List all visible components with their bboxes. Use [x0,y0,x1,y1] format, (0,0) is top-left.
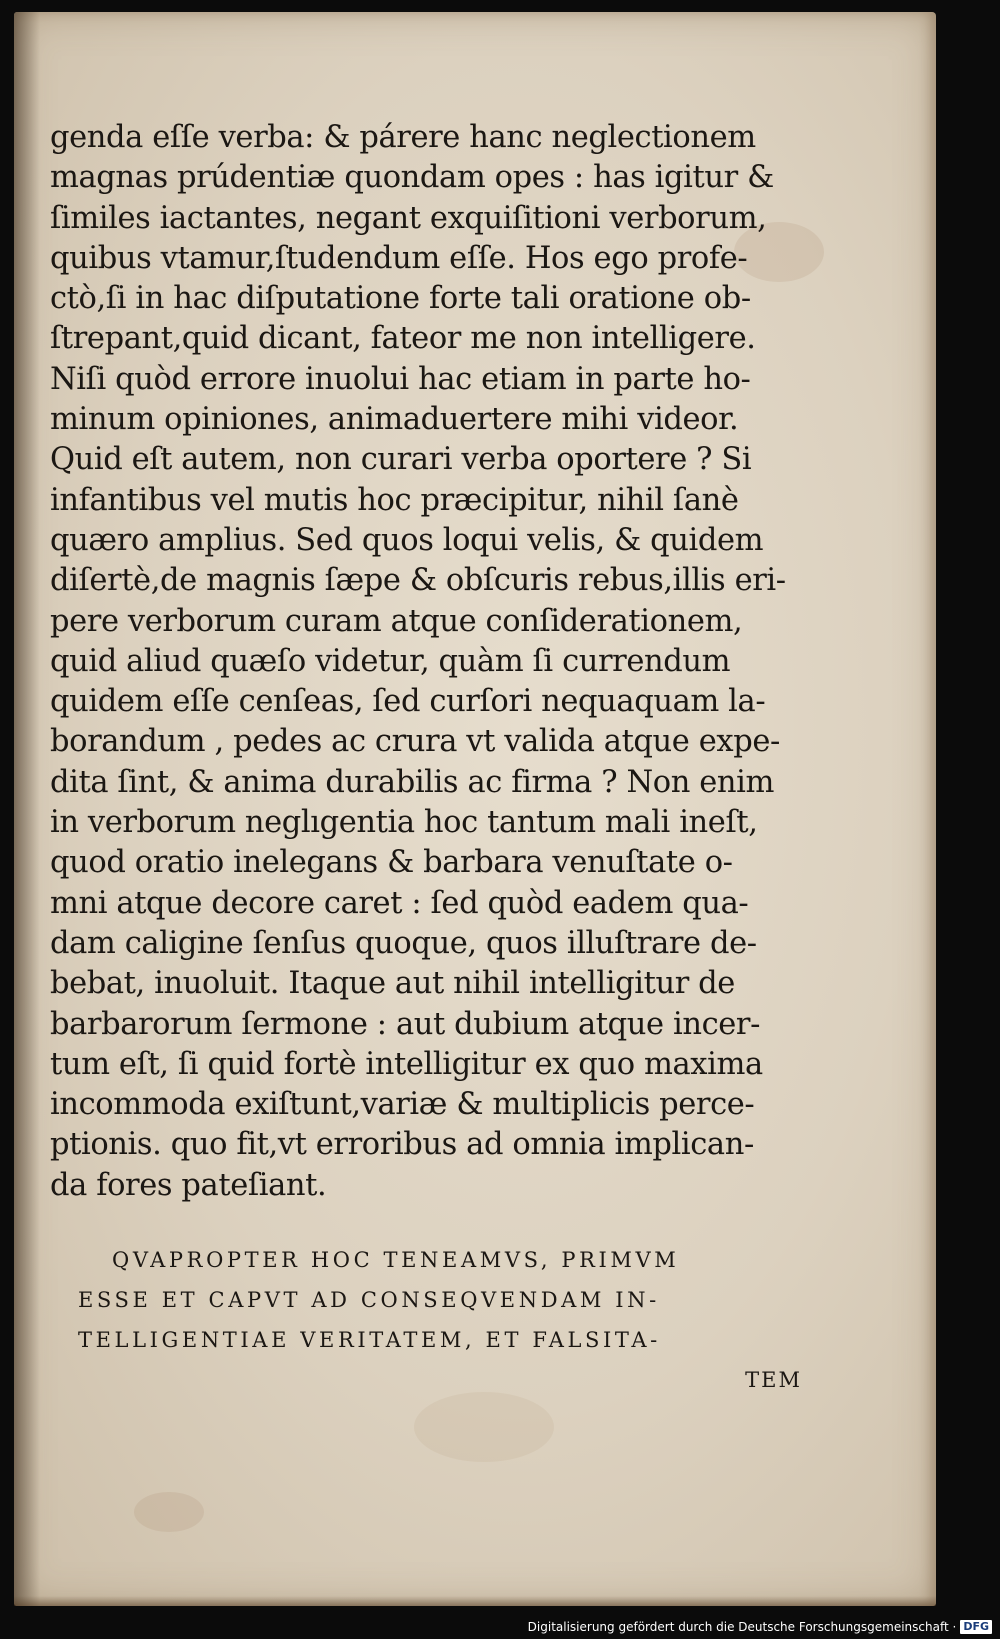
text-line: in verborum neglıgentia hoc tantum mali ineſt, [50,805,758,841]
text-line: quod oratio inelegans & barbara venuſtate o- [50,845,733,881]
text-line: barbarorum ſermone : aut dubium atque incer- [50,1006,760,1042]
dfg-logo: DFG [960,1620,992,1634]
text-line: dam caligine ſenſus quoque, quos illuſtrare de- [50,925,757,961]
text-line: mni atque decore caret : ſed quòd eadem qua- [50,885,749,921]
caps-line: QVAPROPTER HOC TENEAMVS, PRIMVM [112,1248,680,1272]
text-line: Quid eſt autem, non curari verba oportere ? Si [50,442,752,478]
caps-line: ESSE ET CAPVT AD CONSEQVENDAM IN- [78,1288,660,1312]
text-line: magnas prúdentiæ quondam opes : has igitur & [50,160,774,196]
text-line: borandum , pedes ac crura vt valida atque expe- [50,724,780,760]
text-line: ſimiles iactantes, negant exquiſitioni verborum, [50,200,767,236]
text-line: minum opiniones, animaduertere mihi videor. [50,402,739,438]
text-line: bebat, inuoluit. Itaque aut nihil intelligitur de [50,966,735,1002]
text-line: quibus vtamur,ſtudendum eſſe. Hos ego profe- [50,240,748,276]
caps-line: TELLIGENTIAE VERITATEM, ET FALSITA- [78,1328,661,1352]
page-bottom-edge [14,1596,936,1606]
paper-stain [134,1492,204,1532]
text-line: dita ſint, & anima durabilis ac firma ? Non enim [50,764,775,800]
digitization-credit [528,1617,992,1637]
text-line: incommoda exiſtunt,variæ & multiplicis perce- [50,1087,755,1123]
text-line: infantibus vel mutis hoc præcipitur, nihil ſanè [50,482,739,518]
text-line: quæro amplius. Sed quos loqui velis, & quidem [50,522,764,558]
text-line: ctò,ſi in hac diſputatione forte tali oratione ob- [50,281,751,317]
body-text [50,118,790,1206]
text-line: genda eſſe verba: & párere hanc neglectionem [50,120,756,155]
caps-line-catchword: TEM [745,1368,802,1392]
text-line: quidem eſſe cenſeas, ſed curſori nequaquam la- [50,684,766,720]
small-caps-heading [78,1240,812,1400]
text-line: Niſi quòd errore inuolui hac etiam in parte ho- [50,361,751,397]
gutter-shadow [14,12,40,1606]
text-line: diſertè,de magnis ſæpe & obſcuris rebus,illis eri- [50,563,786,599]
text-line: quid aliud quæſo videtur, quàm ſi currendum [50,643,731,679]
credit-text: Digitalisierung gefördert durch die Deutsche Forschungsgemeinschaft · [527,1620,957,1634]
text-line: da fores pateſiant. [50,1167,327,1203]
text-line: pere verborum curam atque conſiderationem, [50,603,743,639]
text-line: tum eſt, ſi quid fortè intelligitur ex quo maxima [50,1046,763,1082]
text-line: ptionis. quo fit,vt erroribus ad omnia implican- [50,1127,754,1163]
paper-stain [414,1392,554,1462]
text-line: ſtrepant,quid dicant, fateor me non intelligere. [50,321,756,357]
